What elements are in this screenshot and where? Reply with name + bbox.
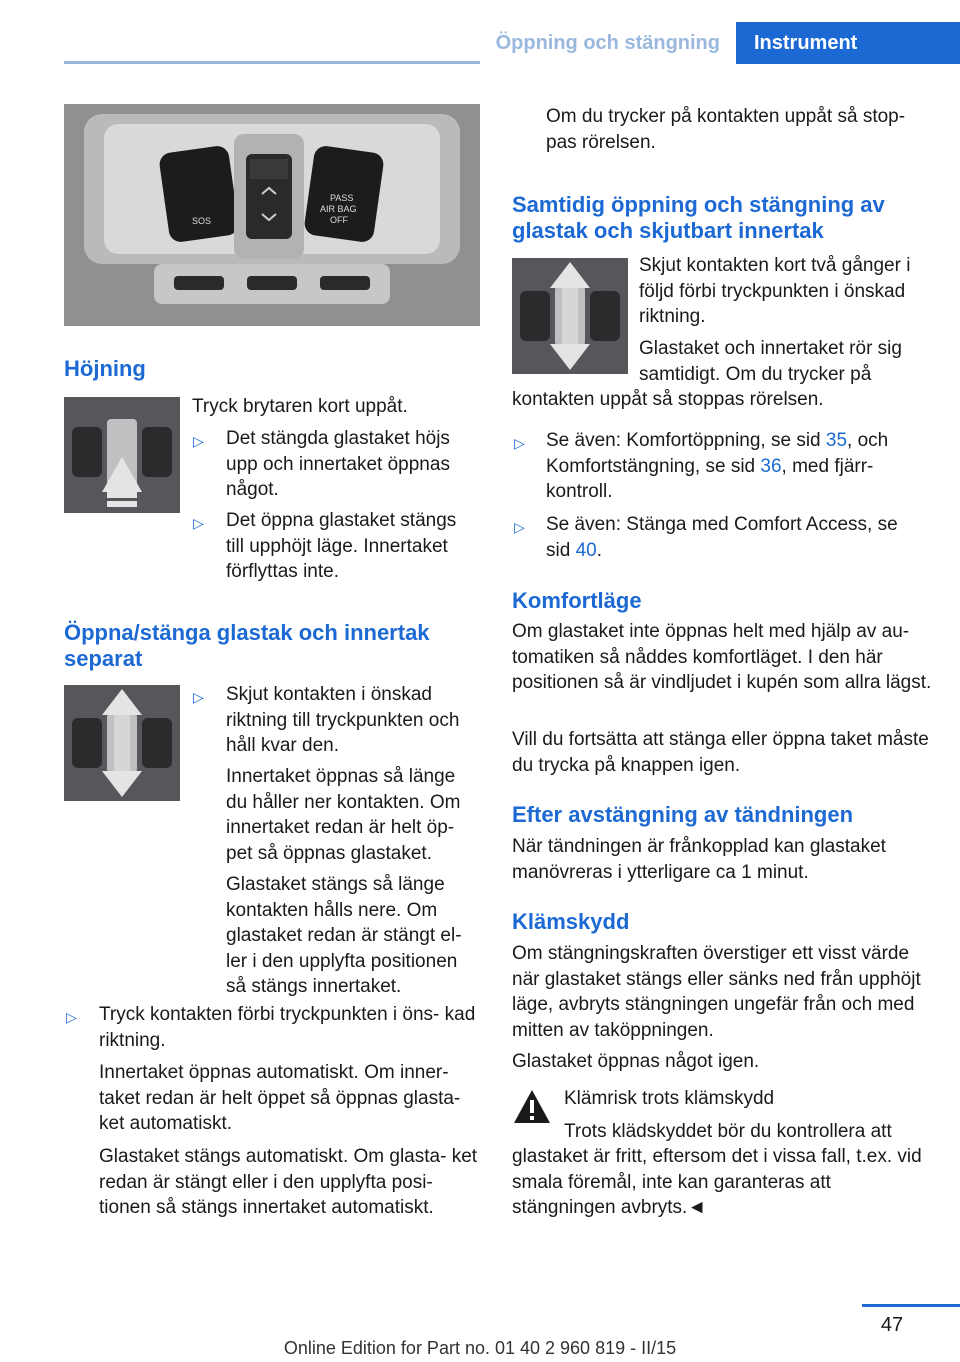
heading-hojning: Höjning: [64, 356, 146, 381]
sos-label: SOS: [192, 216, 212, 226]
efter-para-1: När tändningen är frånkopplad kan glastaket manövreras i ytterligare ca 1 minut.: [512, 836, 886, 883]
hojning-bullet-2: Det öppna glastaket stängs till upphöjt läge. Innertaket förflyttas inte.: [226, 510, 457, 582]
bullet-triangle-icon: ▷: [514, 519, 525, 535]
separat-para-1: Innertaket öppnas så länge du håller ner kontakten. Om innertaket redan är helt öp‐ pet så öppnas glastaket.: [226, 766, 461, 864]
klam-para-2: Glastaket öppnas något igen.: [512, 1051, 760, 1072]
switch-up-illustration: [64, 397, 180, 513]
komfort-para-2: Vill du fortsätta att stänga eller öppna taket måste du trycka på knappen igen.: [512, 729, 929, 776]
warning-title: Klämrisk trots klämskydd: [564, 1088, 775, 1109]
off-label: OFF: [330, 215, 348, 225]
samtidig-para-2a: Glastaket och innertaket rör sig samtidigt. Om du trycker på: [639, 338, 902, 385]
page-link-35[interactable]: 35: [825, 430, 848, 451]
heading-efter-avstangning: Efter avstängning av tändningen: [512, 802, 854, 827]
komfort-para-1: Om glastaket inte öppnas helt med hjälp av au‐ tomatiken så nåddes komfortläget. I den här positionen så är vindljudet i kupén som allra lägst.: [512, 621, 932, 693]
header-section-title: Öppning och stängning: [480, 22, 736, 64]
separat-para-2: Glastaket stängs så länge kontakten hålls nere. Om glastaket redan är stängt el‐ ler i den upplyfta positionen så stängs innertaket.: [226, 874, 462, 997]
bullet-triangle-icon: ▷: [514, 435, 525, 451]
warning-icon: [512, 1088, 552, 1126]
warning-text: glastaket är fritt, eftersom det i vissa fall, t.ex. vid smala föremål, inte kan garanteras att stängningen avbryts.◄: [512, 1146, 922, 1218]
separat-para-3: Innertaket öppnas automatiskt. Om inner‐ taket redan är helt öppet så öppnas glasta‐ ket automatiskt.: [99, 1062, 461, 1134]
bullet-triangle-icon: ▷: [193, 515, 204, 531]
switch-updown-illustration-2: [512, 258, 628, 374]
separat-para-4: Glastaket stängs automatiskt. Om glasta‐ ket redan är stängt eller i den upplyfta posi‐ tionen så stängs innertaket automatiskt.: [99, 1146, 478, 1218]
bullet-triangle-icon: ▷: [66, 1009, 77, 1025]
hojning-bullet-1: Det stängda glastaket höjs upp och innertaket öppnas något.: [226, 428, 450, 500]
bullet-triangle-icon: ▷: [193, 689, 204, 705]
page-number: 47: [880, 1314, 904, 1336]
page-link-40[interactable]: 40: [575, 539, 597, 561]
separat-bullet-1: Skjut kontakten i önskad riktning till tryckpunkten och håll kvar den.: [226, 684, 460, 756]
hojning-intro: Tryck brytaren kort uppåt.: [192, 396, 408, 417]
separat-bullet-2: Tryck kontakten förbi tryckpunkten i öns‐ kad riktning.: [99, 1004, 476, 1051]
heading-samtidig-line2: glastak och skjutbart innertak: [512, 218, 824, 243]
roof-console-photo: [64, 104, 480, 326]
warning-line-1: Trots klädskyddet bör du kontrollera att: [564, 1121, 892, 1142]
footer-rule: [862, 1304, 960, 1307]
airbag-label: AIR BAG: [320, 204, 357, 214]
samtidig-bullet-1: Se även: Komfortöppning, se sid 35, och Komfortstängning, se sid 36, med fjärr‐ kontroll.: [546, 430, 889, 502]
heading-samtidig-line1: Samtidig öppning och stängning av: [512, 192, 885, 217]
samtidig-bullet-2: Se även: Stänga med Comfort Access, se sid 40.: [546, 514, 898, 561]
samtidig-para-1: Skjut kontakten kort två gånger i följd förbi tryckpunkten i önskad riktning.: [639, 255, 911, 327]
right-top-para: Om du trycker på kontakten uppåt så stop‐ pas rörelsen.: [546, 106, 906, 153]
heading-komfortlage: Komfortläge: [512, 588, 642, 613]
klam-para-1: Om stängningskraften överstiger ett visst värde när glastaket stängs eller sänks ned från upphöjt läge, avbryts stängningen ungefär från och med mitten av taköppningen.: [512, 943, 921, 1041]
heading-separat-line1: Öppna/stänga glastak och innertak: [64, 620, 430, 645]
samtidig-para-2b: kontakten uppåt så stoppas rörelsen.: [512, 389, 824, 410]
header-chapter-tab: Instrument: [736, 22, 960, 64]
bullet-triangle-icon: ▷: [193, 433, 204, 449]
switch-updown-illustration: [64, 685, 180, 801]
heading-separat-line2: separat: [64, 646, 143, 671]
footer-edition: Online Edition for Part no. 01 40 2 960 819 - II/15: [283, 1338, 677, 1358]
page-link-36[interactable]: 36: [760, 455, 782, 477]
heading-klamskydd: Klämskydd: [512, 909, 630, 934]
pass-label: PASS: [330, 193, 354, 203]
